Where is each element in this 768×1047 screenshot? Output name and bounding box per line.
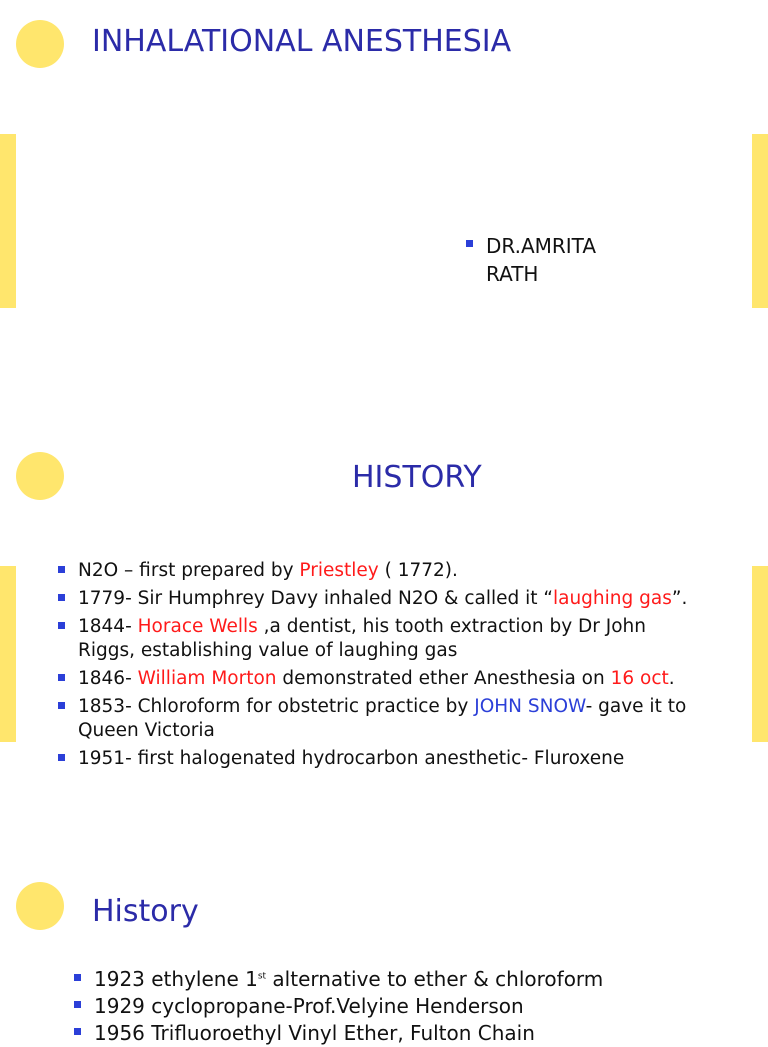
author-list: [466, 232, 646, 288]
bullet-text-segment: ,a dentist, his tooth extraction by Dr John Riggs, establishing value of laughing gas: [78, 616, 646, 661]
bullet-item: [58, 747, 708, 771]
bullet-square-icon: [58, 594, 65, 601]
bullet-item: [58, 667, 708, 691]
decorative-bar-right: [752, 134, 768, 308]
bullet-text-segment: 1929 cyclopropane-Prof.Velyine Henderson: [94, 994, 524, 1018]
bullet-text-segment: 1923 ethylene 1: [94, 967, 258, 991]
slide-2: [0, 434, 768, 860]
bullet-text-segment: 1956 Trifluoroethyl Vinyl Ether, Fulton Chain: [94, 1021, 535, 1045]
bullet-text-segment: 16 oct: [610, 668, 669, 689]
decorative-bar-left: [0, 566, 16, 742]
bullet-text-segment: William Morton: [137, 668, 277, 689]
bullet-text-segment: laughing gas: [552, 588, 672, 609]
bullet-square-icon: [58, 622, 65, 629]
bullet-text-segment: demonstrated ether Anesthesia on: [276, 668, 611, 689]
slide-title: History: [92, 894, 199, 929]
decorative-circle: [16, 452, 64, 500]
author-item: [466, 232, 646, 288]
bullet-text-segment: 1844-: [78, 616, 138, 637]
bullet-item: [74, 993, 734, 1020]
decorative-bar-right: [752, 566, 768, 742]
bullet-square-icon: [74, 1028, 81, 1035]
bullet-item: [74, 966, 734, 993]
bullet-item: [58, 615, 708, 663]
bullet-text-segment: 1951- first halogenated hydrocarbon anesthetic- Fluroxene: [78, 748, 625, 769]
bullet-text-segment: JOHN SNOW: [474, 696, 586, 717]
bullet-square-icon: [74, 1001, 81, 1008]
decorative-bar-left: [0, 134, 16, 308]
bullet-text-segment: Priestley: [299, 560, 379, 581]
bullet-square-icon: [466, 240, 473, 247]
slide-title: HISTORY: [352, 460, 482, 495]
bullet-item: [58, 559, 708, 583]
decorative-circle: [16, 20, 64, 68]
bullet-text-segment: N2O – first prepared by: [78, 560, 300, 581]
bullet-text-segment: 1846-: [78, 668, 138, 689]
bullet-text-segment: ( 1772).: [378, 560, 458, 581]
bullet-square-icon: [74, 974, 81, 981]
slide-title: INHALATIONAL ANESTHESIA: [92, 24, 512, 59]
bullet-text-segment: alternative to ether & chloroform: [266, 967, 604, 991]
author-line: RATH: [486, 262, 539, 286]
bullet-text-segment: .: [668, 668, 675, 689]
bullet-text-segment: 1779- Sir Humphrey Davy inhaled N2O & called it “: [78, 588, 553, 609]
bullet-text-segment: - gave it to Queen Victoria: [78, 696, 687, 741]
bullet-text-segment: Horace Wells: [137, 616, 264, 637]
bullet-square-icon: [58, 754, 65, 761]
slide-3: [0, 866, 768, 1045]
bullet-square-icon: [58, 702, 65, 709]
author-line: DR.AMRITA: [486, 234, 597, 258]
bullet-item: [58, 695, 708, 743]
history-bullet-list: [58, 559, 708, 771]
bullet-square-icon: [58, 674, 65, 681]
bullet-text-segment: ”.: [671, 588, 688, 609]
bullet-text-segment: 1853- Chloroform for obstetric practice by: [78, 696, 475, 717]
decorative-circle: [16, 882, 64, 930]
bullet-item: [74, 1020, 734, 1047]
slide-1: [0, 0, 768, 428]
bullet-item: [58, 587, 708, 611]
history-bullet-list: [74, 966, 734, 1047]
bullet-text-segment: st: [257, 971, 267, 982]
bullet-square-icon: [58, 566, 65, 573]
